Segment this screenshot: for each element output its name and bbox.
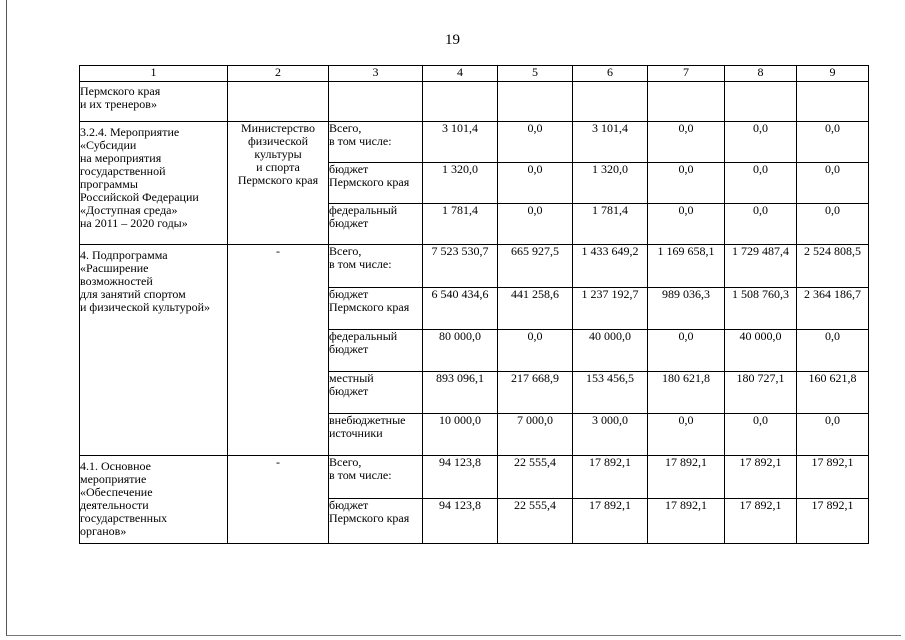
- value-cell: 441 258,6: [498, 288, 573, 330]
- funding-source-cell: [329, 499, 423, 544]
- value-cell: 893 096,1: [423, 372, 498, 414]
- executor-name: -: [276, 244, 280, 258]
- value-cell: 1 169 658,1: [648, 245, 725, 288]
- measure-name-cell: [80, 122, 228, 245]
- value-cell: 40 000,0: [725, 330, 797, 372]
- value-cell: 22 555,4: [498, 456, 573, 499]
- funding-source: бюджет Пермского края: [329, 498, 410, 525]
- value-cell: 1 508 760,3: [725, 288, 797, 330]
- value-cell: 0,0: [725, 414, 797, 456]
- value-cell: 7 000,0: [498, 414, 573, 456]
- value-cell: 2 524 808,5: [797, 245, 869, 288]
- executor-name: -: [276, 455, 280, 469]
- value-cell: 17 892,1: [797, 456, 869, 499]
- value-cell: 17 892,1: [648, 456, 725, 499]
- funding-source: Всего, в том числе:: [329, 244, 392, 271]
- empty-cell: [725, 82, 797, 122]
- funding-source-cell: [329, 288, 423, 330]
- value-cell: 17 892,1: [797, 499, 869, 544]
- header-cell: 2: [228, 66, 329, 82]
- value-cell: 0,0: [648, 330, 725, 372]
- funding-source-cell: [329, 372, 423, 414]
- funding-source-cell: [329, 163, 423, 204]
- funding-source: бюджет Пермского края: [329, 162, 410, 189]
- funding-source: федеральный бюджет: [329, 203, 398, 230]
- value-cell: 180 621,8: [648, 372, 725, 414]
- value-cell: 17 892,1: [573, 499, 648, 544]
- funding-source-cell: [329, 456, 423, 499]
- executor-cell: [228, 122, 329, 245]
- value-cell: 0,0: [797, 122, 869, 163]
- executor-cell: [228, 245, 329, 456]
- empty-cell: [228, 82, 329, 122]
- funding-source: местный бюджет: [329, 371, 374, 398]
- header-cell: 8: [725, 66, 797, 82]
- table-row: [80, 122, 869, 163]
- value-cell: 17 892,1: [725, 456, 797, 499]
- funding-source-cell: [329, 245, 423, 288]
- value-cell: 1 320,0: [573, 163, 648, 204]
- empty-cell: [573, 82, 648, 122]
- funding-source-cell: [329, 204, 423, 245]
- empty-cell: [423, 82, 498, 122]
- value-cell: 160 621,8: [797, 372, 869, 414]
- funding-source-cell: [329, 330, 423, 372]
- value-cell: 989 036,3: [648, 288, 725, 330]
- value-cell: 1 433 649,2: [573, 245, 648, 288]
- value-cell: 1 320,0: [423, 163, 498, 204]
- value-cell: 0,0: [648, 122, 725, 163]
- value-cell: 2 364 186,7: [797, 288, 869, 330]
- header-cell: 7: [648, 66, 725, 82]
- value-cell: 0,0: [498, 330, 573, 372]
- value-cell: 1 781,4: [573, 204, 648, 245]
- value-cell: 0,0: [648, 414, 725, 456]
- empty-cell: [797, 82, 869, 122]
- funding-source: федеральный бюджет: [329, 329, 398, 356]
- budget-table: [79, 65, 869, 544]
- value-cell: 0,0: [797, 414, 869, 456]
- value-cell: 40 000,0: [573, 330, 648, 372]
- header-cell: 5: [498, 66, 573, 82]
- header-cell: 6: [573, 66, 648, 82]
- value-cell: 17 892,1: [648, 499, 725, 544]
- funding-source-cell: [329, 414, 423, 456]
- header-cell: 9: [797, 66, 869, 82]
- measure-name-cell: [80, 456, 228, 544]
- value-cell: 17 892,1: [725, 499, 797, 544]
- value-cell: 0,0: [648, 163, 725, 204]
- empty-cell: [648, 82, 725, 122]
- table-row: [80, 245, 869, 288]
- value-cell: 0,0: [725, 204, 797, 245]
- value-cell: 0,0: [797, 163, 869, 204]
- value-cell: 3 000,0: [573, 414, 648, 456]
- value-cell: 94 123,8: [423, 499, 498, 544]
- executor-name: Министерство физической культуры и спорта Пермского края: [237, 121, 319, 187]
- table-row: [80, 456, 869, 499]
- value-cell: 665 927,5: [498, 245, 573, 288]
- value-cell: 7 523 530,7: [423, 245, 498, 288]
- measure-name-cell: [80, 245, 228, 456]
- value-cell: 180 727,1: [725, 372, 797, 414]
- empty-cell: [498, 82, 573, 122]
- table-row: [80, 82, 869, 122]
- measure-name: Пермского края и их тренеров»: [80, 84, 161, 111]
- value-cell: 0,0: [797, 330, 869, 372]
- header-cell: 4: [423, 66, 498, 82]
- value-cell: 3 101,4: [573, 122, 648, 163]
- value-cell: 0,0: [797, 204, 869, 245]
- value-cell: 0,0: [498, 163, 573, 204]
- value-cell: 94 123,8: [423, 456, 498, 499]
- value-cell: 153 456,5: [573, 372, 648, 414]
- funding-source: Всего, в том числе:: [329, 121, 392, 148]
- value-cell: 1 781,4: [423, 204, 498, 245]
- measure-name: 3.2.4. Мероприятие «Субсидии на мероприятия государственной программы Российской Федерации «Доступная среда» на 2011 – 2020 годы»: [80, 125, 199, 230]
- value-cell: 0,0: [498, 122, 573, 163]
- value-cell: 17 892,1: [573, 456, 648, 499]
- value-cell: 0,0: [725, 122, 797, 163]
- funding-source: бюджет Пермского края: [329, 287, 410, 314]
- value-cell: 1 729 487,4: [725, 245, 797, 288]
- measure-name: 4.1. Основное мероприятие «Обеспечение деятельности государственных органов»: [80, 459, 168, 538]
- value-cell: 0,0: [498, 204, 573, 245]
- funding-source: Всего, в том числе:: [329, 455, 392, 482]
- empty-cell: [329, 82, 423, 122]
- value-cell: 3 101,4: [423, 122, 498, 163]
- value-cell: 6 540 434,6: [423, 288, 498, 330]
- measure-name-cell: [80, 82, 228, 122]
- value-cell: 22 555,4: [498, 499, 573, 544]
- value-cell: 0,0: [725, 163, 797, 204]
- executor-cell: [228, 456, 329, 544]
- value-cell: 0,0: [648, 204, 725, 245]
- value-cell: 10 000,0: [423, 414, 498, 456]
- funding-source-cell: [329, 122, 423, 163]
- header-row: [80, 66, 869, 82]
- page-number: 19: [445, 32, 460, 48]
- value-cell: 80 000,0: [423, 330, 498, 372]
- header-cell: 1: [80, 66, 228, 82]
- measure-name: 4. Подпрограмма «Расширение возможностей для занятий спортом и физической культурой»: [80, 248, 211, 314]
- value-cell: 217 668,9: [498, 372, 573, 414]
- value-cell: 1 237 192,7: [573, 288, 648, 330]
- header-cell: 3: [329, 66, 423, 82]
- funding-source: внебюджетные источники: [329, 413, 406, 440]
